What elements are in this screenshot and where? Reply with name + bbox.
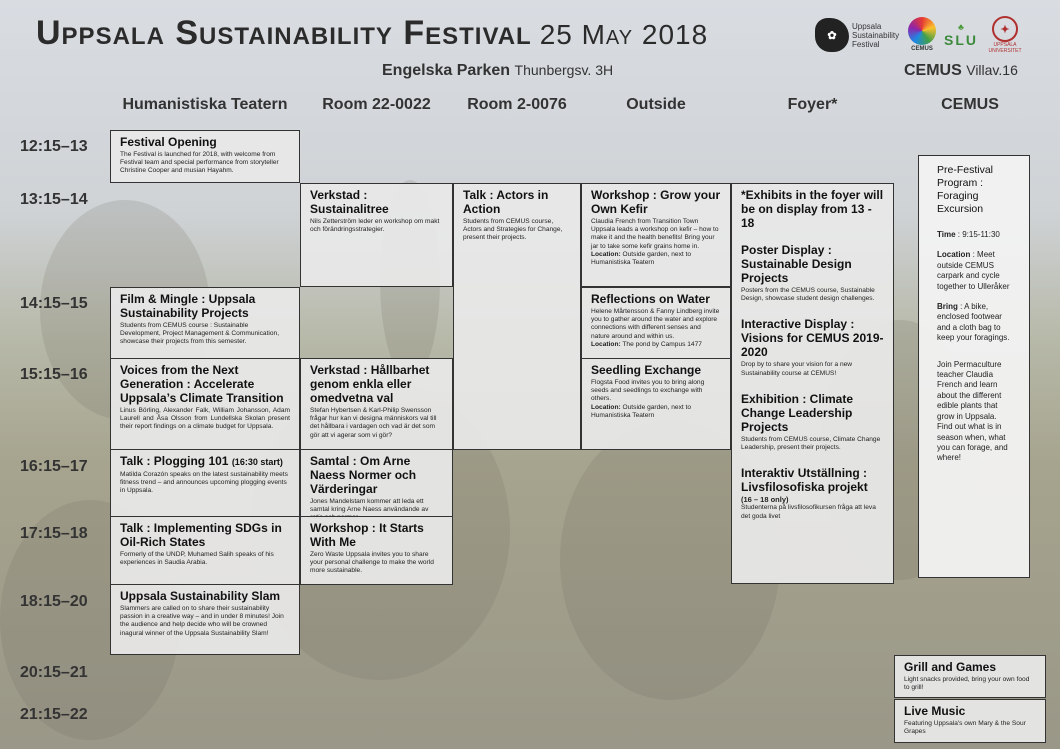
event-title: Talk : Plogging 101 (16:30 start) [120, 454, 283, 468]
event-desc: Claudia French from Transition Town Uppsala leads a workshop on kefir – how to make it and the health benefits! Bring your jar to take some kefir grains home in. [591, 218, 719, 250]
event-desc: Students from CEMUS course : Sustainable Development, Project Management & Communication, showcase their projects from this semester. [120, 322, 280, 346]
event-desc: Zero Waste Uppsala invites you to share your personal challenge to make the world more sustainable. [310, 551, 434, 575]
event-title: Uppsala Sustainability Slam [120, 589, 281, 603]
event-verkstad-sustainalitree [300, 183, 453, 287]
event-desc: Helene Mårtensson & Fanny Lindberg invite you to gather around the water and explore connections with different senses and nature around and within us. [591, 308, 720, 340]
event-title: Verkstad : Sustainalitree [310, 188, 389, 216]
col-room-22-0022: Room 22-0022 [322, 96, 431, 113]
event-title: Samtal : Om Arne Naess Normer och Värderingar [310, 454, 417, 496]
cemus-location-detail: Location : Meet outside CEMUS carpark and cycle together to Ulleråker [937, 250, 1010, 291]
foyer-exhibits [731, 183, 894, 584]
logo-strip [815, 12, 1050, 58]
slu-logo: ♣ SLU [944, 22, 978, 48]
foyer-item-title: Interactive Display : Visions for CEMUS 2019-2020 [741, 317, 884, 360]
foyer-item-desc: Drop by to share your vision for a new Sustainability course at CEMUS! [741, 361, 853, 377]
event-desc: Matilda Corazón speaks on the latest sustainability meets fitness trend – and announces upcoming plogging events in Uppsala. [120, 471, 288, 495]
cemus-time: Time : 9:15-11:30 [937, 230, 1000, 239]
event-verkstad-hallbarhet [300, 358, 453, 450]
event-live-music [894, 699, 1046, 743]
event-grill-games [894, 655, 1046, 698]
event-it-starts-with-me [300, 516, 453, 585]
event-title: Workshop : Grow your Own Kefir [591, 188, 721, 216]
event-sdgs [110, 516, 300, 585]
foyer-item-desc: Students from CEMUS course, Climate Change Leadership, present their projects. [741, 435, 881, 452]
cemus-desc: Join Permaculture teacher Claudia French and learn about the different edible plants that grow in Uppsala. Find out what is in season when, what you can forage, and where! [937, 359, 1008, 463]
time-slot: 15:15–16 [20, 366, 88, 383]
event-desc: Nils Zetterström leder en workshop om makt och förändringsstrategier. [310, 218, 440, 234]
festival-logo: ✿ Uppsala Sustainability Festival [815, 18, 900, 52]
time-slot: 20:15–21 [20, 664, 88, 681]
col-humanistiska: Humanistiska Teatern [122, 96, 288, 113]
event-desc: Jones Mandelstam kommer att leda ett samtal kring Arne Naess användande av [310, 498, 429, 514]
time-slot: 16:15–17 [20, 458, 88, 475]
event-festival-opening [110, 130, 300, 183]
col-room-2-0076: Room 2-0076 [467, 96, 567, 113]
event-title: Festival Opening [120, 135, 217, 149]
cemus-title: Pre-Festival Program : Foraging Excursion [937, 164, 994, 215]
col-cemus: CEMUS [941, 96, 999, 113]
event-voices-next-generation [110, 358, 300, 450]
event-title: Workshop : It Starts With Me [310, 521, 424, 549]
foyer-intro: *Exhibits in the foyer will be on display from 13 - 18 [741, 188, 884, 230]
festival-logo-icon: ✿ [815, 18, 849, 52]
cemus-logo: CEMUS [908, 17, 936, 54]
event-desc: The Festival is launched for 2018, with welcome from Festival team and special performance from storyteller Christine Cooper and musian Hayahm. [120, 151, 279, 175]
event-title: Seedling Exchange [591, 363, 702, 377]
event-title: Voices from the Next Generation : Accelerate Uppsala’s Climate Transition [120, 363, 284, 405]
slu-leaf-icon: ♣ [958, 22, 964, 32]
event-actors-in-action [453, 183, 581, 450]
event-title: Verkstad : Hållbarhet genom enkla eller omedvetna val [310, 363, 430, 405]
event-seedling-exchange [581, 358, 731, 450]
foyer-item-desc: Studenterna på livsfilosofikursen fråga att leva det goda livet [741, 504, 876, 520]
event-location: Location: Outside garden, next to Humanistiska Teatern [591, 250, 692, 267]
foyer-item-extra: (16 – 18 only) [741, 495, 789, 505]
event-title: Film & Mingle : Uppsala Sustainability Projects [120, 292, 256, 320]
event-desc: Students from CEMUS course, Actors and Strategies for Change, present their projects. [463, 218, 563, 242]
event-grow-kefir [581, 183, 731, 287]
event-desc: Slammers are called on to share their sustainability passion in a creative way – and in under 8 minutes! Join the audience and help decide who will be crowned inagural winner of the Uppsala Sustainability Slam! [120, 605, 284, 637]
event-desc: Linus Börling, Alexander Falk, William Johansson, Adam Laurell and Åsa Olsson from Lundellska Skolan present their report findings on a climate budget for Uppsala. [120, 407, 290, 431]
time-slot: 13:15–14 [20, 191, 88, 208]
event-title: Grill and Games [904, 660, 997, 674]
cemus-location: CEMUS Villav.16 [904, 62, 1018, 79]
event-desc: Flogsta Food invites you to bring along seeds and seedlings to exchange with others. [591, 379, 705, 403]
foyer-item-title: Exhibition : Climate Change Leadership Projects [741, 391, 854, 434]
foyer-item-title: Poster Display : Sustainable Design Projects [741, 243, 852, 285]
cemus-logo-icon [908, 17, 936, 45]
cemus-foraging-excursion [918, 155, 1030, 578]
event-sustainability-slam [110, 584, 300, 655]
event-location: Location: The pond by Campus 1477 [591, 340, 702, 348]
time-slot: 14:15–15 [20, 295, 88, 312]
event-location: Location: Outside garden, next to Humanistiska Teatern [591, 403, 692, 419]
event-title: Reflections on Water [591, 292, 710, 306]
event-desc: Formerly of the UNDP, Muhamed Salih speaks of his experiences in Saudia Arabia. [120, 551, 274, 567]
event-desc: Featuring Uppsala's own Mary & the Sour Grapes [904, 720, 1026, 736]
col-foyer: Foyer* [787, 96, 838, 113]
foyer-item-desc: Posters from the CEMUS course, Sustainable Design, showcase student design challenges. [741, 287, 875, 303]
festival-date: 25 May 2018 [539, 19, 709, 50]
event-title: Talk : Actors in Action [463, 188, 549, 216]
time-slot: 17:15–18 [20, 525, 88, 542]
uu-logo: ✦ UPPSALA UNIVERSITET [986, 16, 1024, 54]
event-samtal-arne-naess [300, 449, 453, 517]
festival-title: Uppsala Sustainability Festival 25 May 2018 [36, 14, 709, 52]
uu-seal-icon: ✦ [992, 16, 1018, 42]
main-location: Engelska Parken Thunbergsv. 3H [382, 62, 614, 79]
time-slot: 18:15–20 [20, 593, 88, 610]
event-reflections-water [581, 287, 731, 359]
col-outside: Outside [626, 96, 686, 113]
time-slot: 12:15–13 [20, 138, 88, 155]
event-plogging [110, 449, 300, 517]
event-desc: Light snacks provided, bring your own food to grill! [904, 676, 1030, 692]
event-film-mingle [110, 287, 300, 359]
event-desc: Stefan Hybertsen & Karl-Philip Swensson frågar hur kan vi designa människors val till det hållbara i vardagen och vad är det som gör att vi agerar som vi gör? [310, 407, 437, 439]
event-title: Live Music [904, 704, 966, 718]
time-slot: 21:15–22 [20, 706, 88, 723]
cemus-bring: Bring : A bike, enclosed footwear and a cloth bag to keep your foragings. [937, 302, 1010, 343]
event-title: Talk : Implementing SDGs in Oil-Rich States [120, 521, 282, 549]
foyer-item-title: Interaktiv Utställning : Livsfilosofiska projekt [741, 466, 868, 495]
